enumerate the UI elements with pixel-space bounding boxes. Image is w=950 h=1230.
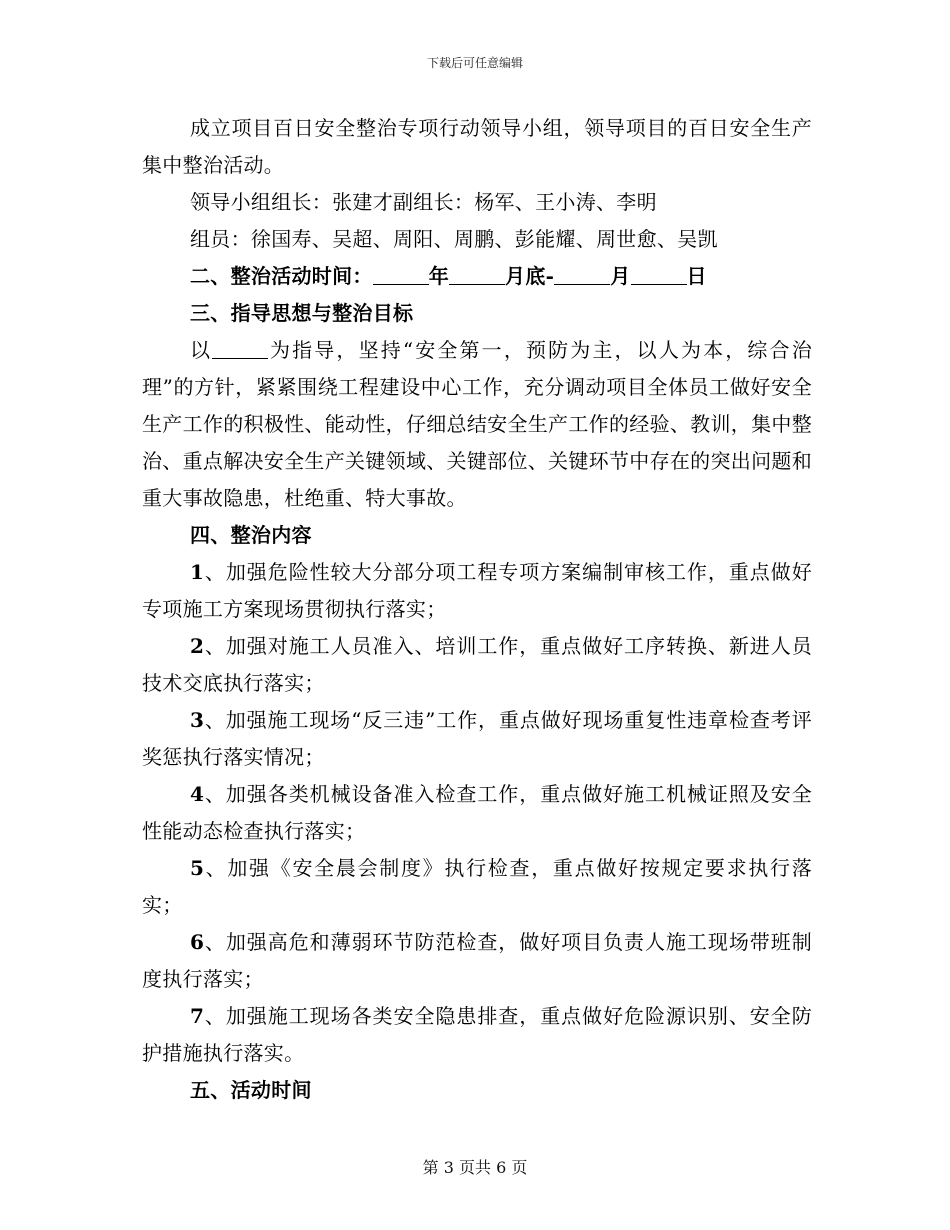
month-label: 月 (610, 264, 631, 288)
paragraph-team-members: 组员：徐国寿、吴超、周阳、周鹏、彭能耀、周世愈、吴凯 (190, 227, 718, 251)
paragraph-guiding-ideology (142, 332, 812, 517)
section-heading-activity-period: 五、活动时间 (190, 1078, 312, 1102)
month-end-blank (449, 262, 505, 285)
list-item-number: 1 (190, 560, 205, 584)
section-heading-guiding-ideology: 三、指导思想与整治目标 (190, 301, 414, 325)
document-body (142, 110, 812, 1109)
list-item: 1、加强危险性较大分部分项工程专项方案编制审核工作，重点做好专项施工方案现场贯彻执行落实； (142, 560, 812, 621)
page-number: 第 3 页共 6 页 (422, 1158, 528, 1177)
year-blank (373, 262, 429, 285)
list-item-number: 7 (190, 1004, 205, 1028)
list-item: 5、加强《安全晨会制度》执行检查，重点做好按规定要求执行落实； (142, 856, 812, 917)
guiding-text: 为指导，坚持“安全第一，预防为主，以人为本，综合治理”的方针，紧紧围绕工程建设中心工作，充分调动项目全体员工做好安全生产工作的积极性、能动性，仔细总结安全生产工作的经验、教训，集中整治、重点解决安全生产关键领域、关键部位、关键环节中存在的突出问题和重大事故隐患，杜绝重、特大事故。 (142, 338, 812, 510)
section-heading-activity-time (142, 258, 812, 295)
paragraph-leadership: 成立项目百日安全整治专项行动领导小组，领导项目的百日安全生产集中整治活动。 (142, 116, 812, 177)
list-item-number: 2 (190, 634, 205, 658)
month-end-label: 月底- (505, 264, 555, 288)
list-item: 6、加强高危和薄弱环节防范检查，做好项目负责人施工现场带班制度执行落实； (142, 930, 812, 991)
paragraph-team-leader: 领导小组组长：张建才副组长：杨军、王小涛、李明 (190, 190, 657, 214)
list-item-number: 3 (190, 708, 205, 732)
guiding-prefix: 以 (190, 338, 213, 362)
list-item-number: 5 (190, 856, 205, 880)
list-item: 4、加强各类机械设备准入检查工作，重点做好施工机械证照及安全性能动态检查执行落实； (142, 782, 812, 843)
list-item-number: 4 (190, 782, 205, 806)
activity-time-label: 二、整治活动时间： (190, 264, 373, 288)
list-item-number: 6 (190, 930, 205, 954)
page-header-note: 下载后可任意编辑 (426, 56, 523, 70)
day-blank (631, 262, 687, 285)
list-item: 3、加强施工现场“反三违”工作，重点做好现场重复性违章检查考评奖惩执行落实情况； (142, 708, 812, 769)
month-blank (554, 262, 610, 285)
year-label: 年 (428, 264, 450, 288)
list-item: 2、加强对施工人员准入、培训工作，重点做好工序转换、新进人员技术交底执行落实； (142, 634, 812, 695)
day-label: 日 (686, 264, 707, 288)
list-item: 7、加强施工现场各类安全隐患排查，重点做好危险源识别、安全防护措施执行落实。 (142, 1004, 812, 1065)
section-heading-rectification-content: 四、整治内容 (190, 523, 312, 547)
guiding-blank (212, 336, 268, 359)
